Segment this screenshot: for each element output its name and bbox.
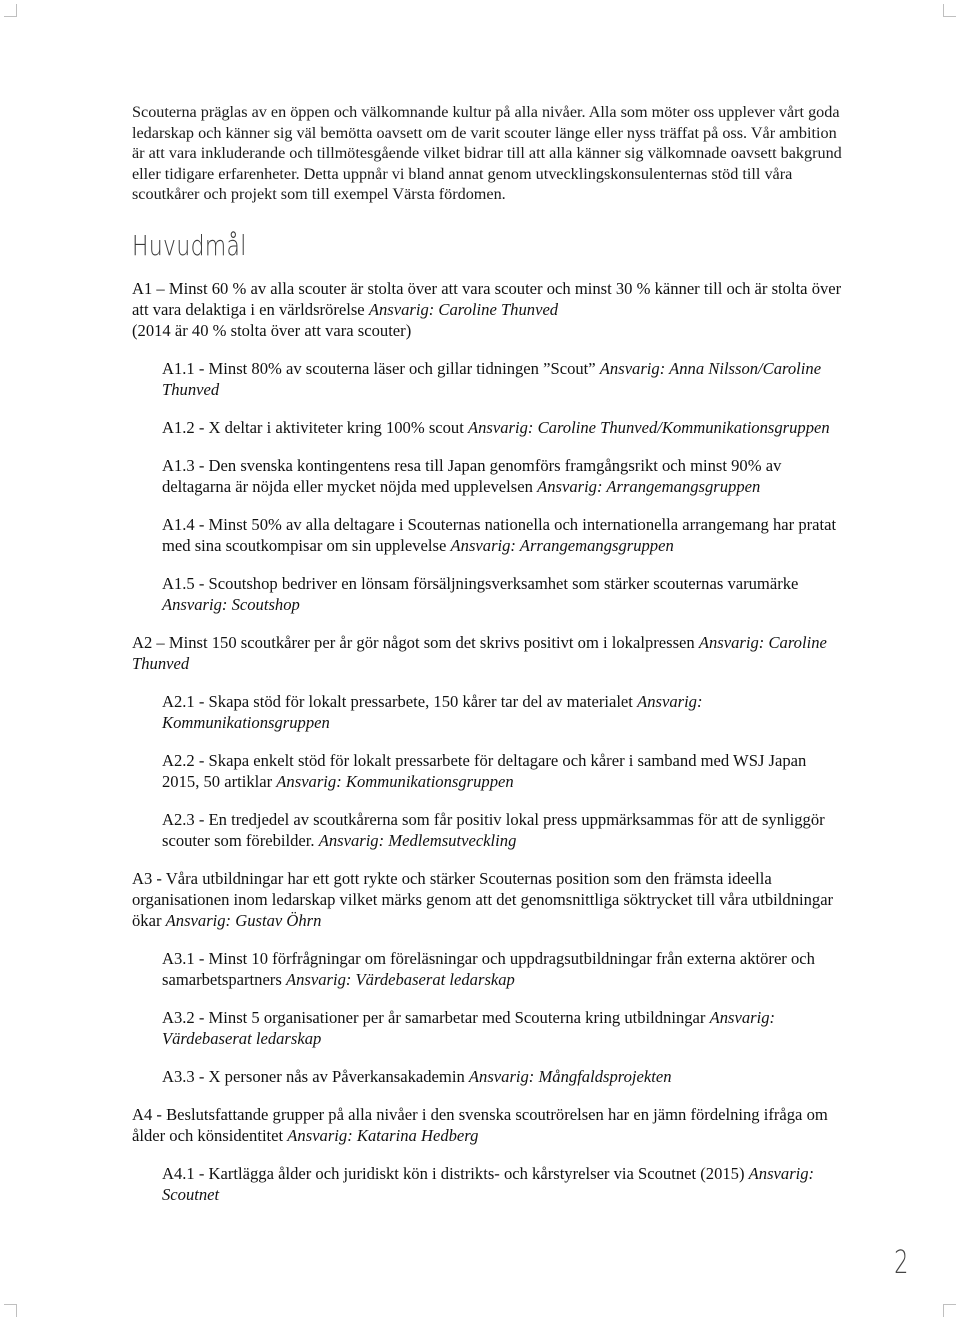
subgoal-a1-4: A1.4 - Minst 50% av alla deltagare i Scouternas nationella och internationella arrangemang har pratat med sina scoutkompisar om sin upplevelse Ansvarig: Arrangemangsgruppen — [162, 514, 837, 555]
subgoal-a3-3: A3.3 - X personer nås av Påverkansakademin Ansvarig: Mångfaldsprojekten — [162, 1066, 672, 1086]
responsible: Ansvarig: Kommunikationsgruppen — [162, 691, 703, 732]
goal-a1: A1 – Minst 60 % av alla scouter är stolta över att vara scouter och minst 30 % känner till och är stolta över att vara delaktiga i en världsrörelse Ansvarig: Caroline Thunved (2014 är 40 % stolta över att vara scouter) — [132, 278, 842, 340]
page-number: 2 — [893, 1243, 908, 1281]
crop-mark-top-right — [943, 4, 956, 17]
responsible: Ansvarig: Caroline Thunved — [368, 299, 559, 319]
responsible: Ansvarig: Arrangemangsgruppen — [450, 535, 674, 555]
subgoal-a2-3: A2.3 - En tredjedel av scoutkårerna som får positiv lokal press uppmärksammas för att de synliggör scouter som förebilder. Ansvarig: Medlemsutveckling — [162, 809, 825, 850]
goal-a3: A3 - Våra utbildningar har ett gott rykte och stärker Scouternas position som den främsta ideella organisationen inom ledarskap vilket märks genom att det genomsnittliga söktrycket till våra utbildningar ökar Ansvarig: Gustav Öhrn — [132, 868, 834, 930]
responsible: Ansvarig: Anna Nilsson/Caroline Thunved — [162, 358, 822, 399]
goal-note: (2014 är 40 % stolta över att vara scouter) — [132, 320, 412, 340]
responsible: Ansvarig: Katarina Hedberg — [287, 1125, 479, 1145]
intro-paragraph: Scouterna präglas av en öppen och välkomnande kultur på alla nivåer. Alla som möter oss upplever vårt goda ledarskap och känner sig väl bemötta oavsett om de varit scouter länge eller nyss träffat på oss. Vår ambition är att vara inkluderande och tillmötesgående vilket bidrar till att alla känner sig välkomnade oavsett bakgrund eller tidigare erfarenheter. Detta uppnår vi bland annat genom utvecklingskonsulenternas stöd till våra scoutkårer och projekt som till exempel Värsta fördomen. — [132, 103, 842, 203]
responsible: Ansvarig: Gustav Öhrn — [165, 910, 322, 930]
section-heading: Huvudmål — [132, 228, 247, 262]
document-body — [132, 102, 844, 1222]
subgoal-a1-2: A1.2 - X deltar i aktiviteter kring 100% scout Ansvarig: Caroline Thunved/Kommunikationsgruppen — [162, 417, 830, 437]
subgoal-a1-3: A1.3 - Den svenska kontingentens resa till Japan genomförs framgångsrikt och minst 90% av deltagarna är nöjda eller mycket nöjda med upplevelsen Ansvarig: Arrangemangsgruppen — [162, 455, 782, 496]
responsible: Ansvarig: Mångfaldsprojekten — [468, 1066, 672, 1086]
responsible: Ansvarig: Arrangemangsgruppen — [537, 476, 761, 496]
responsible: Ansvarig: Värdebaserat ledarskap — [162, 1007, 776, 1048]
responsible: Ansvarig: Medlemsutveckling — [318, 830, 517, 850]
responsible: Ansvarig: Scoutnet — [162, 1163, 815, 1204]
subgoal-a2-1: A2.1 - Skapa stöd för lokalt pressarbete, 150 kårer tar del av materialet Ansvarig: Kommunikationsgruppen — [162, 691, 703, 732]
responsible: Ansvarig: Värdebaserat ledarskap — [285, 969, 515, 989]
crop-mark-top-left — [4, 4, 17, 17]
goal-a4: A4 - Beslutsfattande grupper på alla nivåer i den svenska scoutrörelsen har en jämn fördelning ifråga om ålder och könsidentitet Ansvarig: Katarina Hedberg — [132, 1104, 828, 1145]
responsible: Ansvarig: Scoutshop — [162, 594, 300, 614]
responsible: Ansvarig: Caroline Thunved/Kommunikationsgruppen — [468, 417, 830, 437]
subgoal-a3-2: A3.2 - Minst 5 organisationer per år samarbetar med Scouterna kring utbildningar Ansvarig: Värdebaserat ledarskap — [162, 1007, 776, 1048]
responsible: Ansvarig: Caroline Thunved — [132, 632, 827, 673]
goal-a2: A2 – Minst 150 scoutkårer per år gör något som det skrivs positivt om i lokalpressen Ansvarig: Caroline Thunved — [132, 632, 827, 673]
crop-mark-bottom-right — [943, 1304, 956, 1317]
subgoal-a1-5: A1.5 - Scoutshop bedriver en lönsam försäljningsverksamhet som stärker scouternas varumärke Ansvarig: Scoutshop — [162, 573, 799, 614]
responsible: Ansvarig: Kommunikationsgruppen — [276, 771, 514, 791]
subgoal-a4-1: A4.1 - Kartlägga ålder och juridiskt kön i distrikts- och kårstyrelser via Scoutnet (2015) Ansvarig: Scoutnet — [162, 1163, 815, 1204]
subgoal-a3-1: A3.1 - Minst 10 förfrågningar om föreläsningar och uppdragsutbildningar från externa aktörer och samarbetspartners Ansvarig: Värdebaserat ledarskap — [162, 948, 815, 989]
subgoal-a2-2: A2.2 - Skapa enkelt stöd för lokalt pressarbete för deltagare och kårer i samband med WSJ Japan 2015, 50 artiklar Ansvarig: Kommunikationsgruppen — [162, 750, 807, 791]
subgoal-a1-1: A1.1 - Minst 80% av scouterna läser och gillar tidningen ”Scout” Ansvarig: Anna Nilsson/Caroline Thunved — [162, 358, 822, 399]
crop-mark-bottom-left — [4, 1304, 17, 1317]
